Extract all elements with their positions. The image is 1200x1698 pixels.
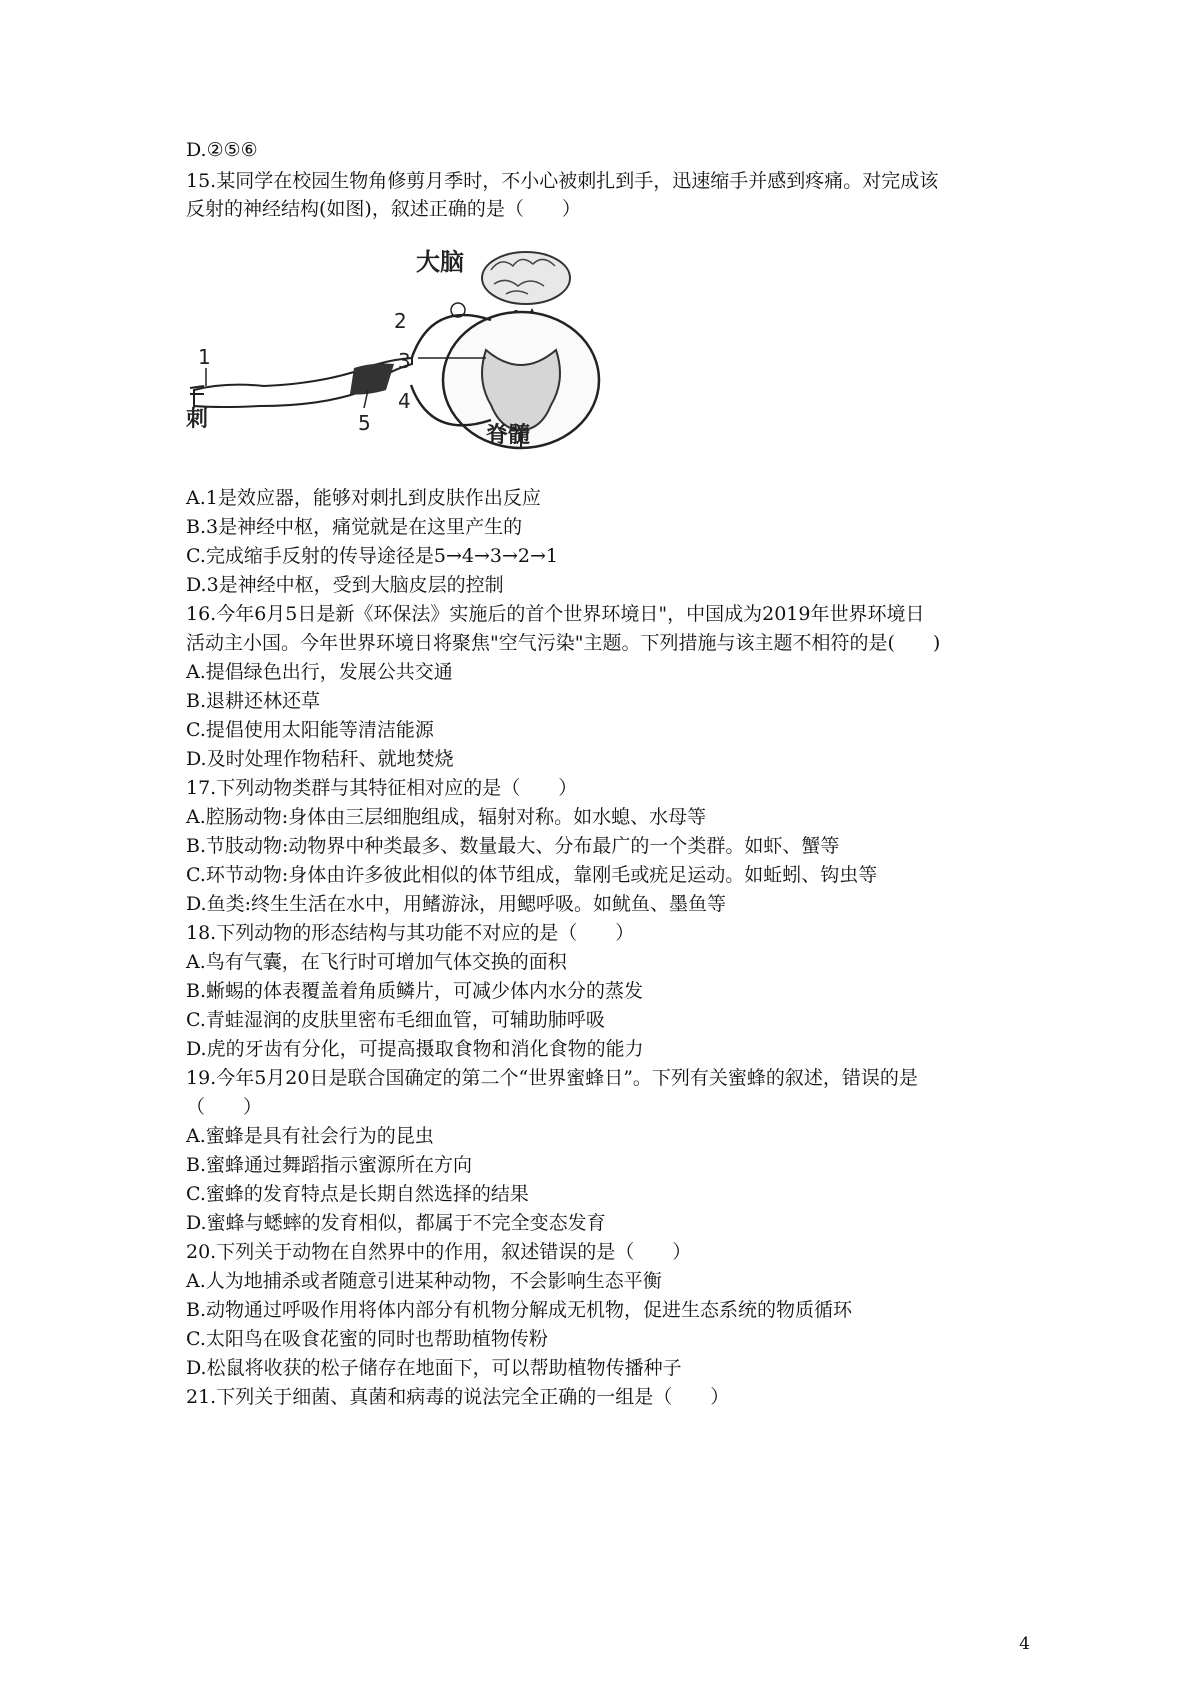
q16-option-b: B.退耕还林还草 xyxy=(186,690,321,712)
q20-option-a: A.人为地捕杀或者随意引进某种动物，不会影响生态平衡 xyxy=(186,1270,662,1292)
q18-option-b: B.蜥蜴的体表覆盖着角质鳞片，可减少体内水分的蒸发 xyxy=(186,980,644,1002)
q18-option-a: A.鸟有气囊，在飞行时可增加气体交换的面积 xyxy=(186,951,567,973)
q18-option-c: C.青蛙湿润的皮肤里密布毛细血管，可辅助肺呼吸 xyxy=(186,1009,605,1031)
label-3: 3 xyxy=(398,349,411,373)
page-number: 4 xyxy=(1019,1634,1030,1654)
label-2: 2 xyxy=(394,309,407,333)
label-4: 4 xyxy=(398,389,411,413)
label-thorn: 刺 xyxy=(186,407,209,432)
q17-stem: 17.下列动物类群与其特征相对应的是（ ） xyxy=(186,777,578,799)
q17-option-a: A.腔肠动物:身体由三层细胞组成，辐射对称。如水螅、水母等 xyxy=(186,806,707,828)
q17-option-b: B.节肢动物:动物界中种类最多、数量最大、分布最广的一个类群。如虾、蟹等 xyxy=(186,835,840,857)
label-spinal-cord: 脊髓 xyxy=(486,423,531,448)
label-1: 1 xyxy=(198,345,211,369)
q17-option-c: C.环节动物:身体由许多彼此相似的体节组成，靠刚毛或疣足运动。如蚯蚓、钩虫等 xyxy=(186,864,878,886)
q20-option-b: B.动物通过呼吸作用将体内部分有机物分解成无机物，促进生态系统的物质循环 xyxy=(186,1299,853,1321)
q19-stem-line1: 19.今年5月20日是联合国确定的第二个“世界蜜蜂日”。下列有关蜜蜂的叙述，错误的是 xyxy=(186,1067,918,1089)
label-5: 5 xyxy=(358,411,371,435)
q15-stem-line1: 15.某同学在校园生物角修剪月季时，不小心被刺扎到手，迅速缩手并感到疼痛。对完成该 xyxy=(186,170,939,192)
q20-option-d: D.松鼠将收获的松子储存在地面下，可以帮助植物传播种子 xyxy=(186,1357,682,1379)
q19-stem-line2: （ ） xyxy=(186,1096,263,1118)
q18-stem: 18.下列动物的形态结构与其功能不对应的是（ ） xyxy=(186,922,635,944)
label-brain: 大脑 xyxy=(416,248,464,276)
q16-option-d: D.及时处理作物秸秆、就地焚烧 xyxy=(186,748,454,770)
q15-option-a: A.1是效应器，能够对刺扎到皮肤作出反应 xyxy=(186,487,541,509)
reflex-arc-diagram xyxy=(186,240,616,500)
q20-option-c: C.太阳鸟在吸食花蜜的同时也帮助植物传粉 xyxy=(186,1328,548,1350)
q19-option-a: A.蜜蜂是具有社会行为的昆虫 xyxy=(186,1125,434,1147)
q17-option-d: D.鱼类:终生生活在水中，用鳍游泳，用鳃呼吸。如鱿鱼、墨鱼等 xyxy=(186,893,726,915)
q21-stem: 21.下列关于细菌、真菌和病毒的说法完全正确的一组是（ ） xyxy=(186,1386,730,1408)
q15-option-d: D.3是神经中枢，受到大脑皮层的控制 xyxy=(186,574,504,596)
q15-option-c: C.完成缩手反射的传导途径是5→4→3→2→1 xyxy=(186,545,559,567)
q15-stem-line2: 反射的神经结构(如图)，叙述正确的是（ ） xyxy=(186,198,581,220)
q15-option-b: B.3是神经中枢，痛觉就是在这里产生的 xyxy=(186,516,523,538)
reflex-arc-figure xyxy=(186,240,616,500)
q20-stem: 20.下列关于动物在自然界中的作用，叙述错误的是（ ） xyxy=(186,1241,692,1263)
q18-option-d: D.虎的牙齿有分化，可提高摄取食物和消化食物的能力 xyxy=(186,1038,644,1060)
q16-stem-line1: 16.今年6月5日是新《环保法》实施后的首个世界环境日"，中国成为2019年世界环境日 xyxy=(186,603,925,625)
q16-stem-line2: 活动主小国。今年世界环境日将聚焦"空气污染"主题。下列措施与该主题不相符的是( ) xyxy=(186,632,941,654)
q16-option-c: C.提倡使用太阳能等清洁能源 xyxy=(186,719,434,741)
q16-option-a: A.提倡绿色出行，发展公共交通 xyxy=(186,661,453,683)
q19-option-d: D.蜜蜂与蟋蟀的发育相似，都属于不完全变态发育 xyxy=(186,1212,606,1234)
q19-option-b: B.蜜蜂通过舞蹈指示蜜源所在方向 xyxy=(186,1154,473,1176)
brain-drawing xyxy=(482,252,570,304)
q19-option-c: C.蜜蜂的发育特点是长期自然选择的结果 xyxy=(186,1183,529,1205)
option-d-prev: D.②⑤⑥ xyxy=(186,139,258,161)
arm-drawing xyxy=(190,358,412,407)
